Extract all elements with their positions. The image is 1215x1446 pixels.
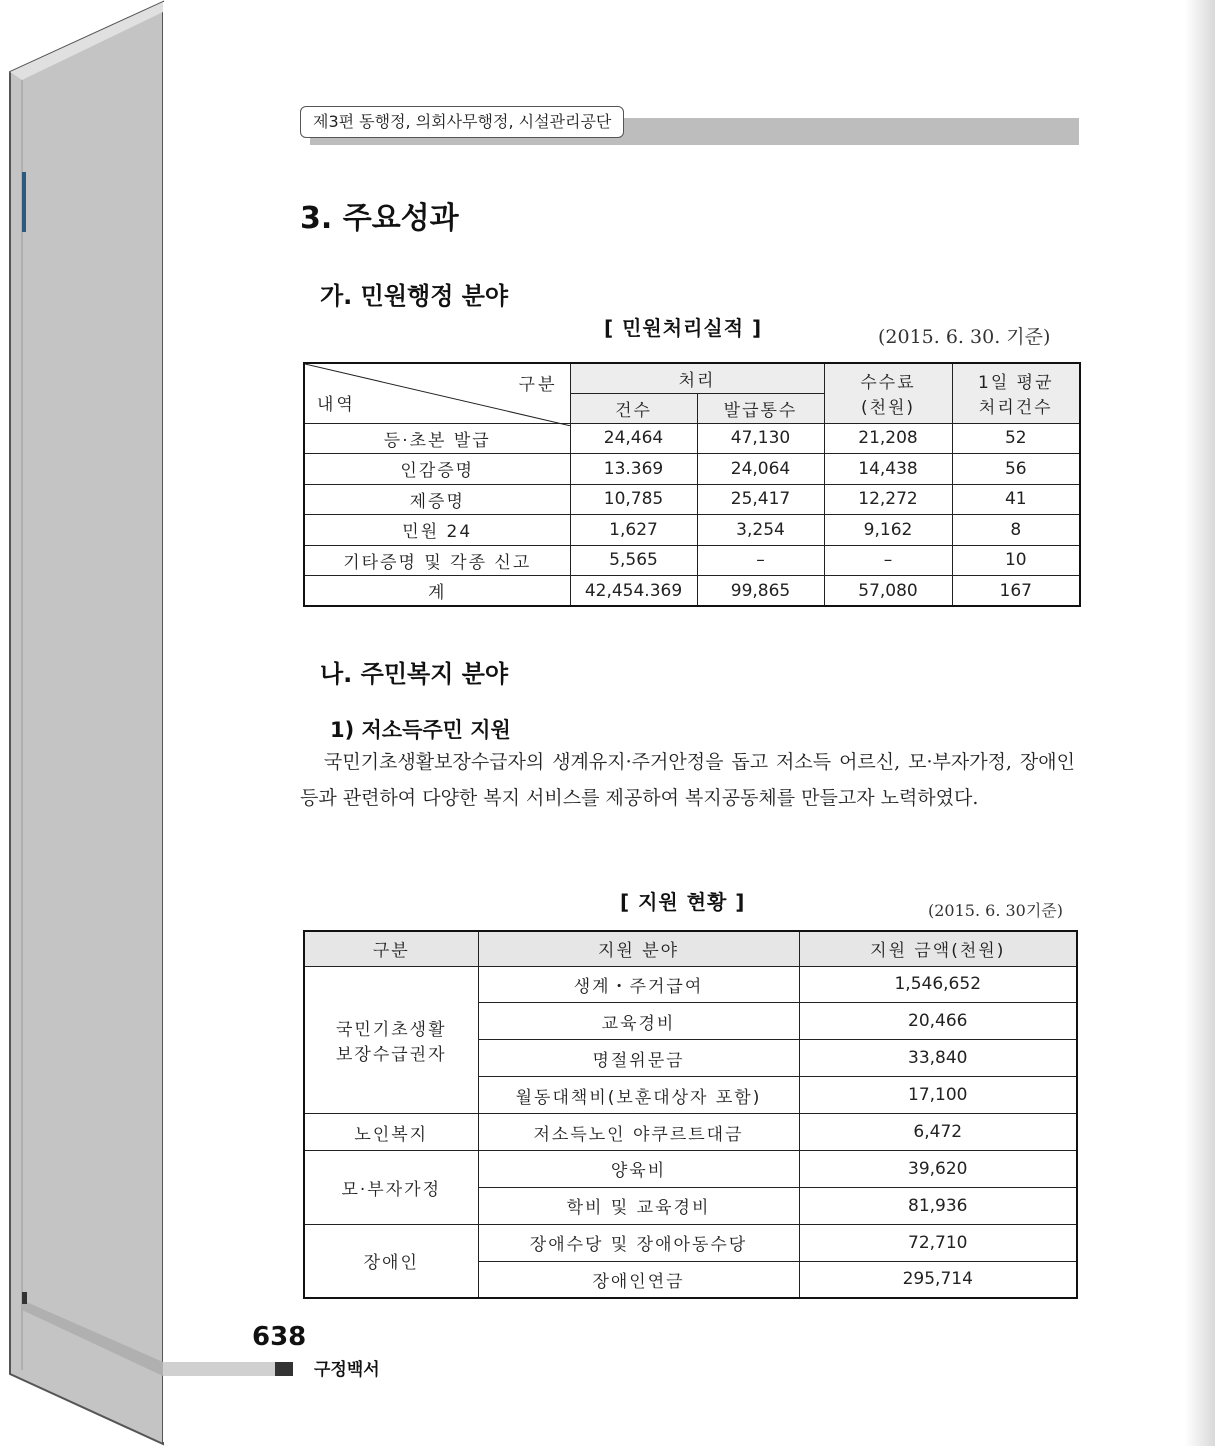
header-tab: 제3편 동행정, 의회사무행정, 시설관리공단 — [300, 106, 624, 138]
avg-header — [952, 363, 1080, 423]
table-row — [304, 1224, 1077, 1261]
avg-header-line2: 처리건수 — [978, 398, 1053, 419]
table-row — [304, 515, 1080, 546]
table-cell: 41 — [952, 484, 1080, 515]
table-cell: 8 — [952, 515, 1080, 546]
field-cell: 양육비 — [478, 1150, 799, 1187]
header-category: 구분 — [304, 931, 478, 966]
table-cell: 12,272 — [824, 484, 952, 515]
category-line: 국민기초생활 — [335, 1019, 447, 1040]
fee-header-line2: (천원) — [860, 398, 916, 419]
table-row — [304, 423, 1080, 454]
row-label: 제증명 — [304, 484, 570, 515]
issue-header: 발급통수 — [697, 393, 824, 423]
category-cell — [304, 1114, 478, 1151]
table-cell: 42,454.369 — [570, 576, 697, 607]
corner-cell — [304, 363, 570, 423]
amount-cell: 1,546,652 — [799, 966, 1077, 1003]
category-line: 모·부자가정 — [341, 1179, 441, 1200]
row-label: 기타증명 및 각종 신고 — [304, 545, 570, 576]
table-row — [304, 454, 1080, 485]
amount-cell: 295,714 — [799, 1261, 1077, 1298]
table-cell: 13.369 — [570, 454, 697, 485]
table-cell: 25,417 — [697, 484, 824, 515]
field-cell: 장애인연금 — [478, 1261, 799, 1298]
avg-header-line1: 1일 평균 — [978, 373, 1054, 394]
row-label: 민원 24 — [304, 515, 570, 546]
category-line: 보장수급권자 — [335, 1044, 447, 1065]
table-row — [304, 966, 1077, 1003]
amount-cell: 72,710 — [799, 1224, 1077, 1261]
field-cell: 생계・주거급여 — [478, 966, 799, 1003]
table-row — [304, 576, 1080, 607]
support-table-basis: (2015. 6. 30기준) — [928, 901, 1063, 920]
welfare-subheading: 1) 저소득주민 지원 — [330, 718, 511, 742]
category-cell — [304, 1150, 478, 1224]
welfare-paragraph: 국민기초생활보장수급자의 생계유지·주거안정을 돕고 저소득 어르신, 모·부자가정, 장애인 등과 관련하여 다양한 복지 서비스를 제공하여 복지공동체를 만들고자 노력하였다. — [300, 751, 1075, 809]
amount-cell: 39,620 — [799, 1150, 1077, 1187]
table-cell: 57,080 — [824, 576, 952, 607]
amount-cell: 20,466 — [799, 1003, 1077, 1040]
table-row — [304, 1114, 1077, 1151]
table-cell: 167 — [952, 576, 1080, 607]
field-cell: 명절위문금 — [478, 1040, 799, 1077]
table-cell: 5,565 — [570, 545, 697, 576]
amount-cell: 33,840 — [799, 1040, 1077, 1077]
civil-table — [303, 362, 1081, 607]
table-row — [304, 545, 1080, 576]
book-title: 구정백서 — [314, 1360, 380, 1380]
table-row — [304, 1150, 1077, 1187]
amount-cell: 81,936 — [799, 1187, 1077, 1224]
table-cell: 3,254 — [697, 515, 824, 546]
corner-bottom-label: 내역 — [317, 394, 356, 415]
table-row — [304, 484, 1080, 515]
row-label: 인감증명 — [304, 454, 570, 485]
row-label: 계 — [304, 576, 570, 607]
table-cell: – — [697, 545, 824, 576]
support-table — [303, 930, 1078, 1299]
table-cell: – — [824, 545, 952, 576]
amount-cell: 6,472 — [799, 1114, 1077, 1151]
field-cell: 저소득노인 야쿠르트대금 — [478, 1114, 799, 1151]
book-spine — [0, 0, 175, 1446]
page-number: 638 — [252, 1322, 307, 1352]
category-line: 노인복지 — [354, 1124, 429, 1145]
section-title: 3. 주요성과 — [300, 201, 459, 236]
field-cell: 장애수당 및 장애아동수당 — [478, 1224, 799, 1261]
table-cell: 10 — [952, 545, 1080, 576]
header-amount: 지원 금액(천원) — [799, 931, 1077, 966]
fee-header-line1: 수수료 — [860, 373, 916, 394]
category-cell — [304, 1224, 478, 1298]
field-cell: 월동대책비(보훈대상자 포함) — [478, 1077, 799, 1114]
table-cell: 99,865 — [697, 576, 824, 607]
table-cell: 14,438 — [824, 454, 952, 485]
category-line: 장애인 — [363, 1253, 419, 1274]
footer-marker — [275, 1362, 293, 1376]
count-header: 건수 — [570, 393, 697, 423]
amount-cell: 17,100 — [799, 1077, 1077, 1114]
table-cell: 1,627 — [570, 515, 697, 546]
civil-table-basis: (2015. 6. 30. 기준) — [878, 326, 1051, 348]
field-cell: 학비 및 교육경비 — [478, 1187, 799, 1224]
table-cell: 24,464 — [570, 423, 697, 454]
page-edge-shadow — [1185, 0, 1215, 1446]
header-field: 지원 분야 — [478, 931, 799, 966]
civil-table-caption: [ 민원처리실적 ] — [604, 316, 763, 340]
category-cell — [304, 966, 478, 1114]
table-cell: 10,785 — [570, 484, 697, 515]
group-header: 처리 — [570, 363, 824, 393]
row-label: 등·초본 발급 — [304, 423, 570, 454]
corner-top-label: 구분 — [518, 375, 558, 395]
table-cell: 9,162 — [824, 515, 952, 546]
table-cell: 21,208 — [824, 423, 952, 454]
support-table-caption: [ 지원 현황 ] — [620, 890, 746, 914]
footer-bar — [163, 1362, 275, 1376]
welfare-heading: 나. 주민복지 분야 — [320, 660, 509, 688]
fee-header — [824, 363, 952, 423]
field-cell: 교육경비 — [478, 1003, 799, 1040]
table-cell: 47,130 — [697, 423, 824, 454]
table-cell: 56 — [952, 454, 1080, 485]
civil-heading: 가. 민원행정 분야 — [320, 282, 509, 310]
table-cell: 52 — [952, 423, 1080, 454]
table-cell: 24,064 — [697, 454, 824, 485]
